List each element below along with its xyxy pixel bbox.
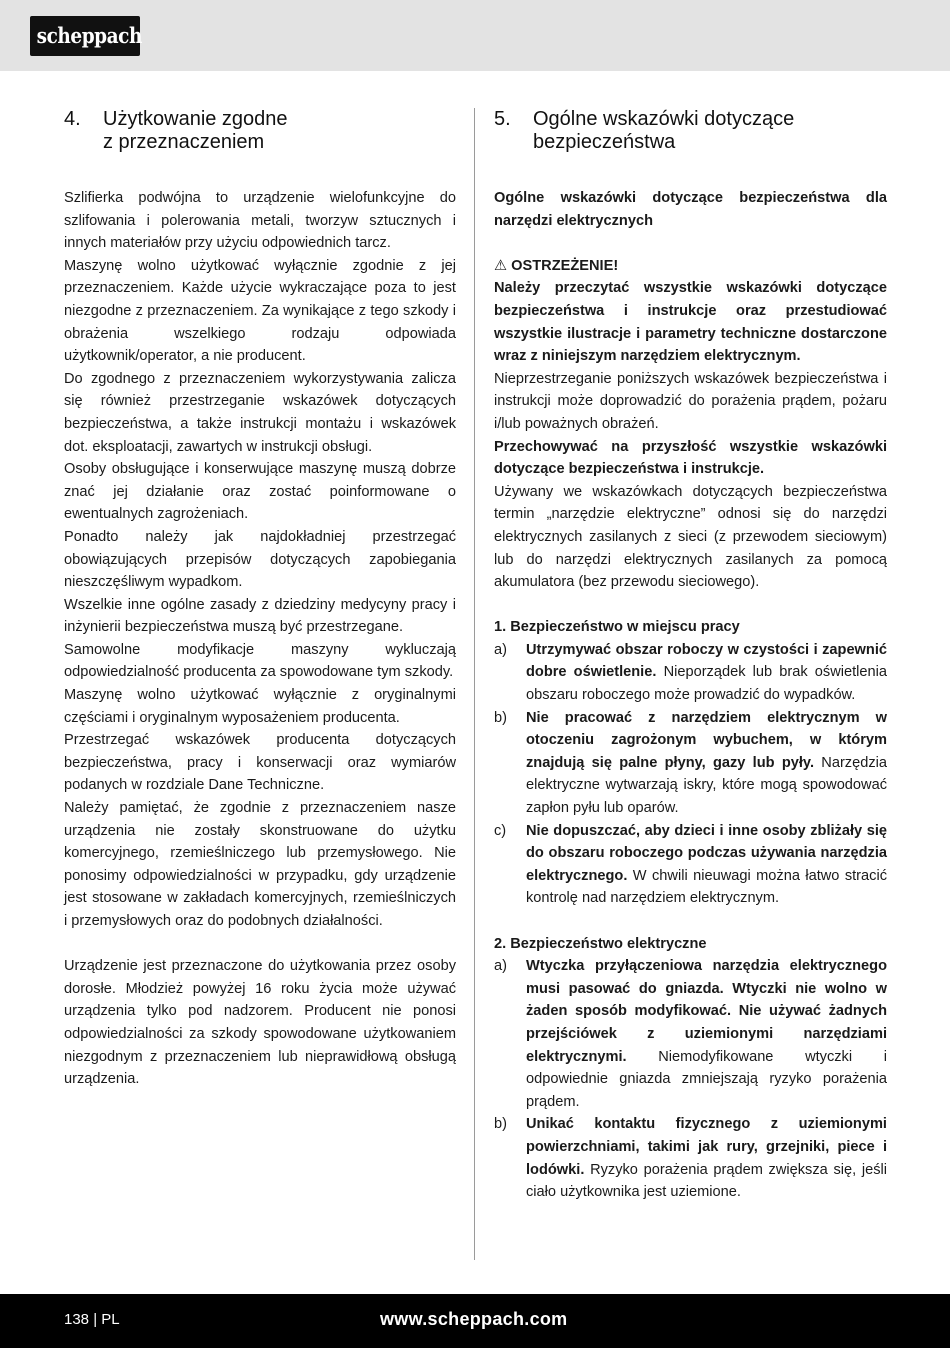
- footer-bar: [0, 1294, 950, 1348]
- definition-text: Używany we wskazówkach dotyczących bezpieczeństwa termin „narzędzie elektryczne” odnosi się do narzędzi elektrycznych zasilanych z sieci (z przewodem sieciowym) lub do narzędzi elektrycznych zasilanych za pomocą akumulatora (bez przewodu sieciowego).: [494, 483, 887, 591]
- list-label: a): [494, 958, 507, 975]
- paragraph: Wszelkie inne ogólne zasady z dziedziny medycyny pracy i inżynierii bezpieczeństwa muszą być przestrzegane.: [64, 596, 456, 636]
- warning-text: Nieprzestrzeganie poniższych wskazówek bezpieczeństwa i instrukcji może doprowadzić do porażenia prądem, pożaru i/lub poważnych obrażeń.: [494, 370, 887, 432]
- paragraph-adults: Urządzenie jest przeznaczone do użytkowania przez osoby dorosłe. Młodzież powyżej 16 roku życia może używać urządzenia tylko pod nadzorem. Producent nie ponosi odpowiedzialności za szkody spowodowane użytkowaniem niezgodnym z przeznaczeniem lub nieprawidłową obsługą urządzenia.: [64, 958, 456, 1088]
- section-number: 5.: [494, 108, 511, 130]
- page-number: 138 | PL: [64, 1311, 120, 1328]
- subsection-title: 1. Bezpieczeństwo w miejscu pracy: [494, 619, 740, 636]
- section-4-heading: [64, 108, 456, 154]
- right-column: [494, 108, 887, 1204]
- paragraph: Osoby obsługujące i konserwujące maszynę muszą dobrze znać jej działanie oraz zostać poinformowane o ewentualnych zagrożeniach.: [64, 461, 456, 523]
- paragraph: Do zgodnego z przeznaczeniem wykorzystywania zalicza się również przestrzeganie wskazówek dotyczących bezpieczeństwa, a także instrukcji montażu i wskazówek dot. eksploatacji, zawartych w instrukcji obsługi.: [64, 370, 456, 455]
- list-label: c): [494, 822, 507, 839]
- paragraph: Przestrzegać wskazówek producenta dotyczących bezpieczeństwa, pracy i konserwacji oraz wymiarów podanych w rozdziale Dane Techniczne.: [64, 732, 456, 794]
- section-5-heading: [494, 108, 887, 154]
- list-item: b) Nie pracować z narzędziem elektrycznym w otoczeniu zagrożonym wybuchem, w którym znajdują się palne płyny, gazy lub pyły. Narzędzia elektryczne wytwarzają iskry, które mogą spowodować zapłon pyłu lub oparów.: [494, 707, 887, 820]
- warning-label: OSTRZEŻENIE!: [511, 257, 619, 274]
- left-column: [64, 108, 456, 1091]
- list-item: a) Utrzymywać obszar roboczy w czystości i zapewnić dobre oświetlenie. Nieporządek lub brak oświetlenia obszaru roboczego może prowadzić do wypadków.: [494, 639, 887, 707]
- list-item: c) Nie dopuszczać, aby dzieci i inne osoby zbliżały się do obszaru roboczego podczas używania narzędzia elektrycznego. W chwili nieuwagi można łatwo stracić kontrolę nad narzędziem elektrycznym.: [494, 820, 887, 910]
- paragraph: Ponadto należy jak najdokładniej przestrzegać obowiązujących przepisów dotyczących zapobiegania nieszczęśliwym wypadkom.: [64, 528, 456, 591]
- paragraph: Samowolne modyfikacje maszyny wykluczają odpowiedzialność producenta za spowodowane tym szkody.: [64, 641, 456, 681]
- warning-heading: [494, 255, 887, 278]
- paragraph: Maszynę wolno użytkować wyłącznie zgodnie z jej przeznaczeniem. Każde użycie wykraczające poza to jest niezgodne z przeznaczeniem. Za wynikające z tego szkody i obrażenia wszelkiego rodzaju odpowiada użytkownik/operator, a nie producent.: [64, 257, 456, 365]
- list-label: b): [494, 709, 507, 726]
- logo-text: scheppach: [36, 23, 143, 48]
- section-title: Ogólne wskazówki dotyczące bezpieczeństwa: [533, 108, 795, 153]
- keep-instructions: Przechowywać na przyszłość wszystkie wskazówki dotyczące bezpieczeństwa i instrukcje.: [494, 438, 887, 478]
- list-item: b) Unikać kontaktu fizycznego z uziemionymi powierzchniami, takimi jak rury, grzejniki, piece i lodówki. Ryzyko porażenia prądem zwiększa się, jeśli ciało użytkownika jest uziemione.: [494, 1113, 887, 1203]
- warning-triangle-icon: ⚠: [494, 257, 508, 274]
- paragraph: Maszynę wolno użytkować wyłącznie z oryginalnymi częściami i oryginalnym wyposażeniem producenta.: [64, 687, 456, 726]
- paragraph: Należy pamiętać, że zgodnie z przeznaczeniem nasze urządzenia nie zostały skonstruowane do użytku komercyjnego, rzemieślniczego lub przemysłowego. Nie ponosimy odpowiedzialności w przypadku, gdy urządzenie jest stosowane w zakładach komercyjnych, rzemieślniczych i przemysłowych oraz do podobnych działalności.: [64, 800, 456, 929]
- section-number: 4.: [64, 108, 81, 130]
- website-link: www.scheppach.com: [380, 1309, 568, 1329]
- list-label: a): [494, 641, 507, 658]
- warning-bold-text: Należy przeczytać wszystkie wskazówki dotyczące bezpieczeństwa i instrukcje oraz przestudiować wszystkie ilustracje i parametry techniczne dostarczone wraz z niniejszym narzędziem elektrycznym.: [494, 280, 887, 365]
- paragraph: Szlifierka podwójna to urządzenie wielofunkcyjne do szlifowania i polerowania metali, tworzyw sztucznych i innych materiałów przy użyciu odpowiednich tarcz.: [64, 190, 456, 252]
- header-bar: [0, 0, 950, 71]
- list-label: b): [494, 1116, 507, 1133]
- section-title: Użytkowanie zgodne z przeznaczeniem: [103, 108, 288, 153]
- intro-bold: Ogólne wskazówki dotyczące bezpieczeństwa dla narzędzi elektrycznych: [494, 190, 887, 229]
- subsection-title: 2. Bezpieczeństwo elektryczne: [494, 935, 707, 952]
- list-item: a) Wtyczka przyłączeniowa narzędzia elektrycznego musi pasować do gniazda. Wtyczki nie wolno w żaden sposób modyfikować. Nie używać żadnych przejściówek z uziemionymi narzędziami elektrycznymi. Niemodyfikowane wtyczki i odpowiednie gniazda zmniejszają ryzyko porażenia prądem.: [494, 955, 887, 1113]
- scheppach-logo: [30, 16, 143, 56]
- column-divider: [474, 108, 475, 1260]
